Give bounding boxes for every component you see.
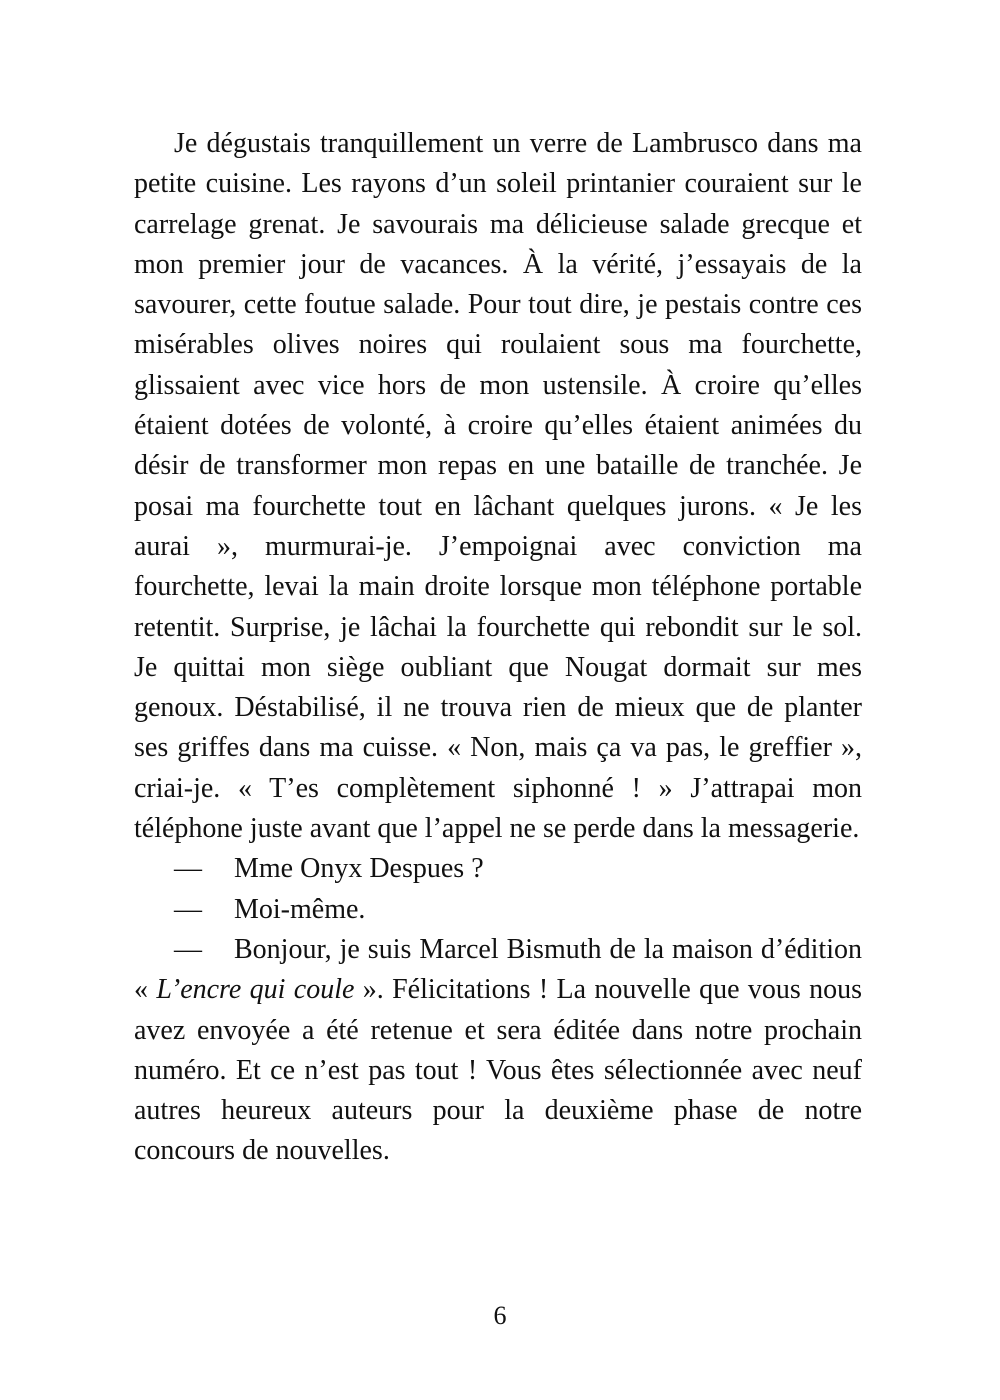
dialogue-line-question xyxy=(134,849,862,889)
dialogue-dash: — xyxy=(174,893,202,925)
page-number: 6 xyxy=(493,1301,507,1330)
dialogue-dash: — xyxy=(174,853,202,885)
dialogue-line-publisher xyxy=(134,930,862,1172)
dialogue-line-answer xyxy=(134,890,862,930)
dialogue-text: Mme Onyx Despues ? xyxy=(234,853,484,885)
dialogue-text-end: ». Félicitations ! La nouvelle que vous nous avez envoyée a été retenue et sera éditée dans notre prochain numéro. Et ce n’est pas tout ! Vous êtes sélectionnée avec neuf autres heureux auteurs pour la deuxième phase de notre concours de nouvelles. xyxy=(134,974,862,1167)
publisher-name-italic: L’encre qui coule xyxy=(156,974,355,1006)
dialogue-dash: — xyxy=(174,933,202,965)
dialogue-text-start: Bonjour, je suis Marcel Bismuth de la maison d’édition « xyxy=(134,933,862,1006)
page-body xyxy=(134,124,862,1172)
paragraph-narration: Je dégustais tranquillement un verre de Lambrusco dans ma petite cuisine. Les rayons d’un soleil printanier couraient sur le carrelage grenat. Je savourais ma délicieuse salade grecque et mon premier jour de vacances. À la vérité, j’essayais de la savourer, cette foutue salade. Pour tout dire, je pestais contre ces misérables olives noires qui roulaient sous ma fourchette, glissaient avec vice hors de mon ustensile. À croire qu’elles étaient dotées de volonté, à croire qu’elles étaient animées du désir de transformer mon repas en une bataille de tranchée. Je posai ma fourchette tout en lâchant quelques jurons. « Je les aurai », murmurai-je. J’empoignai avec conviction ma fourchette, levai la main droite lorsque mon téléphone portable retentit. Surprise, je lâchai la fourchette qui rebondit sur le sol. Je quittai mon siège oubliant que Nougat dormait sur mes genoux. Déstabilisé, il ne trouva rien de mieux que de planter ses griffes dans ma cuisse. « Non, mais ça va pas, le greffier », criai-je. « T’es complètement siphonné ! » J’attrapai mon téléphone juste avant que l’appel ne se perde dans la messagerie. xyxy=(134,128,862,845)
dialogue-text: Moi-même. xyxy=(234,893,366,925)
